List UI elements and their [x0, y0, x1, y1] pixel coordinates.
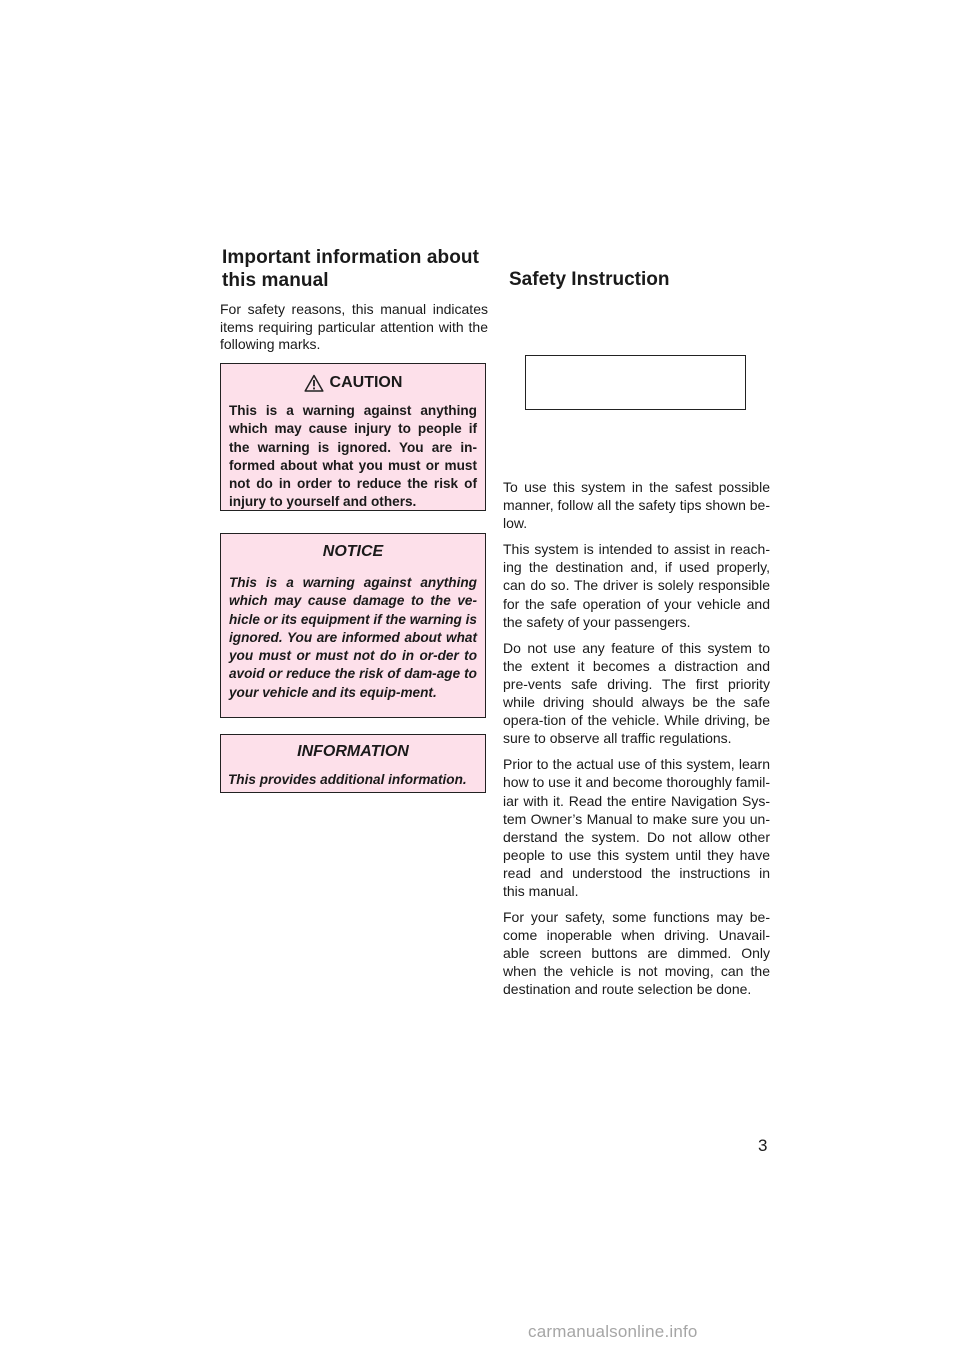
- safety-paragraph: This system is intended to assist in reach-ing the destination and, if used properly, can do so. The driver is solely responsible for the safe operation of your vehicle and the safety of your passengers.: [503, 541, 770, 630]
- caution-title-row: [221, 372, 485, 394]
- warning-triangle-icon: [304, 374, 324, 392]
- section-heading-safety: Safety Instruction: [509, 269, 670, 290]
- safety-paragraph: For your safety, some functions may be-come inoperable when driving. Unavail-able screen buttons are dimmed. Only when the vehicle is not moving, can the destination and route selection be done.: [503, 909, 770, 998]
- safety-instructions: [503, 478, 770, 1007]
- heading-line-2: this manual: [222, 270, 329, 291]
- safety-paragraph: Prior to the actual use of this system, learn how to use it and become thoroughly famil-iar with it. Read the entire Navigation Sys-tem Owner’s Manual to make sure you un-derstand the system. Do not allow other people to use this system until they have read and understood the instructions in this manual.: [503, 756, 770, 899]
- notice-title: NOTICE: [322, 543, 384, 560]
- notice-box: [220, 533, 486, 718]
- section-heading-important-info: [222, 246, 502, 292]
- information-text: This provides additional information.: [228, 772, 467, 787]
- heading-line-1: Important information about: [222, 247, 480, 268]
- footer-watermark: carmanualsonline.info: [528, 1322, 698, 1341]
- safety-label-frame: [525, 355, 746, 410]
- information-box: [220, 734, 486, 793]
- safety-paragraph: To use this system in the safest possible manner, follow all the safety tips shown be-low.: [503, 479, 770, 532]
- notice-text: This is a warning against anything which may cause damage to the ve-hicle or its equipment if the warning is ignored. You are informed about what you must or must not do in or-der to avoid or reduce the risk of dam-age to your vehicle and its equip-ment.: [229, 575, 477, 700]
- page-number: 3: [758, 1136, 768, 1155]
- information-title: INFORMATION: [297, 743, 409, 760]
- safety-paragraph: Do not use any feature of this system to the extent it becomes a distraction and pre-vents safe driving. The first priority while driving should always be the safe opera-tion of the vehicle. While driving, be sure to observe all traffic regulations.: [503, 639, 770, 747]
- caution-box: [220, 363, 486, 511]
- caution-text: This is a warning against anything which may cause injury to people if the warning is ignored. You are in-formed about what you must or must not do in order to reduce the risk of injury to yourself and others.: [229, 403, 477, 510]
- intro-paragraph: For safety reasons, this manual indicates items requiring particular attention with the following marks.: [220, 301, 488, 352]
- caution-title: CAUTION: [329, 374, 403, 391]
